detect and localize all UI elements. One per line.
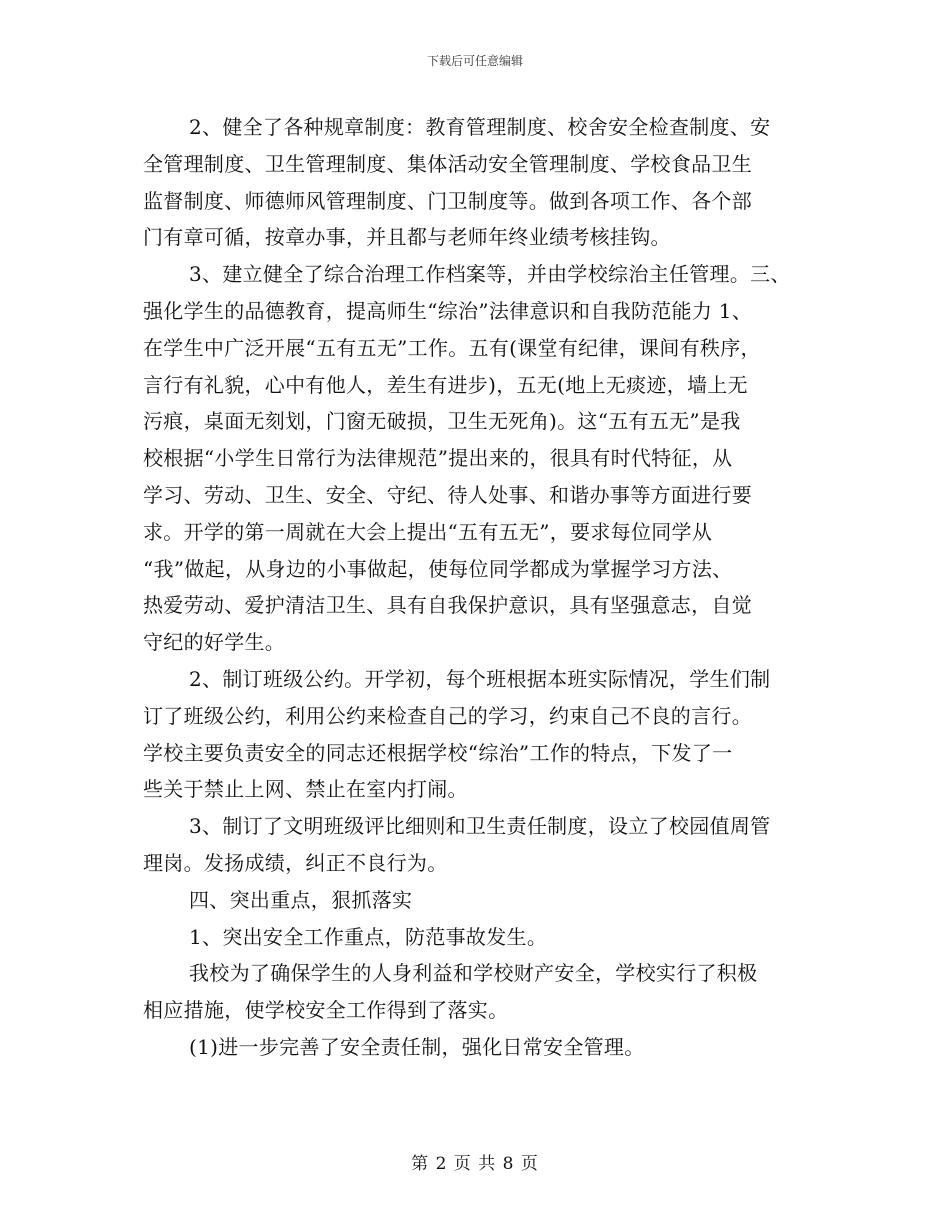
text-line: “我”做起，从身边的小事做起，使每位同学都成为掌握学习方法、 — [143, 556, 733, 581]
text-line: 污痕，桌面无刻划，门窗无破损，卫生无死角)。这“五有五无”是我 — [143, 409, 741, 434]
text-line: 2、健全了各种规章制度：教育管理制度、校舍安全检查制度、安 — [189, 115, 771, 139]
text-line: 1、突出安全工作重点，防范事故发生。 — [189, 924, 548, 949]
text-line: 3、制订了文明班级评比细则和卫生责任制度，设立了校园值周管 — [189, 814, 771, 839]
text-line: 学校主要负责安全的同志还根据学校“综治”工作的特点，下发了一 — [143, 740, 733, 765]
text-line: 相应措施，使学校安全工作得到了落实。 — [143, 998, 509, 1023]
text-line: 全管理制度、卫生管理制度、集体活动安全管理制度、学校食品卫生 — [143, 151, 752, 176]
text-line: 在学生中广泛开展“五有五无”工作。五有(课堂有纪律，课间有秩序， — [143, 335, 761, 360]
text-line: (1)进一步完善了安全责任制，强化日常安全管理。 — [189, 1034, 645, 1059]
text-line: 求。开学的第一周就在大会上提出“五有五无”，要求每位同学从 — [143, 519, 713, 544]
document-body — [143, 109, 808, 1066]
text-line: 订了班级公约，利用公约来检查自己的学习，约束自己不良的言行。 — [143, 703, 752, 728]
text-line: 理岗。发扬成绩，纠正不良行为。 — [143, 850, 448, 875]
text-line: 热爱劳动、爱护清洁卫生、具有自我保护意识，具有坚强意志，自觉 — [143, 593, 752, 618]
page-header-note: 下载后可任意编辑 — [426, 54, 523, 68]
text-line: 言行有礼貌，心中有他人，差生有进步)，五无(地上无痰迹，墙上无 — [143, 372, 748, 397]
text-line: 四、突出重点，狠抓落实 — [189, 887, 413, 912]
text-line: 2、制订班级公约。开学初，每个班根据本班实际情况，学生们制 — [189, 666, 771, 691]
text-line: 强化学生的品德教育，提高师生“综治”法律意识和自我防范能力 1、 — [143, 298, 753, 323]
text-line: 监督制度、师德师风管理制度、门卫制度等。做到各项工作、各个部 — [143, 188, 752, 213]
text-line: 门有章可循，按章办事，并且都与老师年终业绩考核挂钩。 — [143, 225, 671, 250]
page-number-footer: 第 2 页 共 8 页 — [411, 1154, 539, 1174]
text-line: 学习、劳动、卫生、安全、守纪、待人处事、和谐办事等方面进行要 — [143, 482, 752, 507]
text-line: 些关于禁止上网、禁止在室内打闹。 — [143, 777, 468, 802]
text-line: 校根据“小学生日常行为法律规范”提出来的，很具有时代特征，从 — [143, 446, 733, 471]
text-line: 我校为了确保学生的人身利益和学校财产安全，学校实行了积极 — [189, 961, 758, 986]
text-line: 3、建立健全了综合治理工作档案等，并由学校综治主任管理。三、 — [189, 262, 791, 287]
text-line: 守纪的好学生。 — [143, 630, 286, 655]
